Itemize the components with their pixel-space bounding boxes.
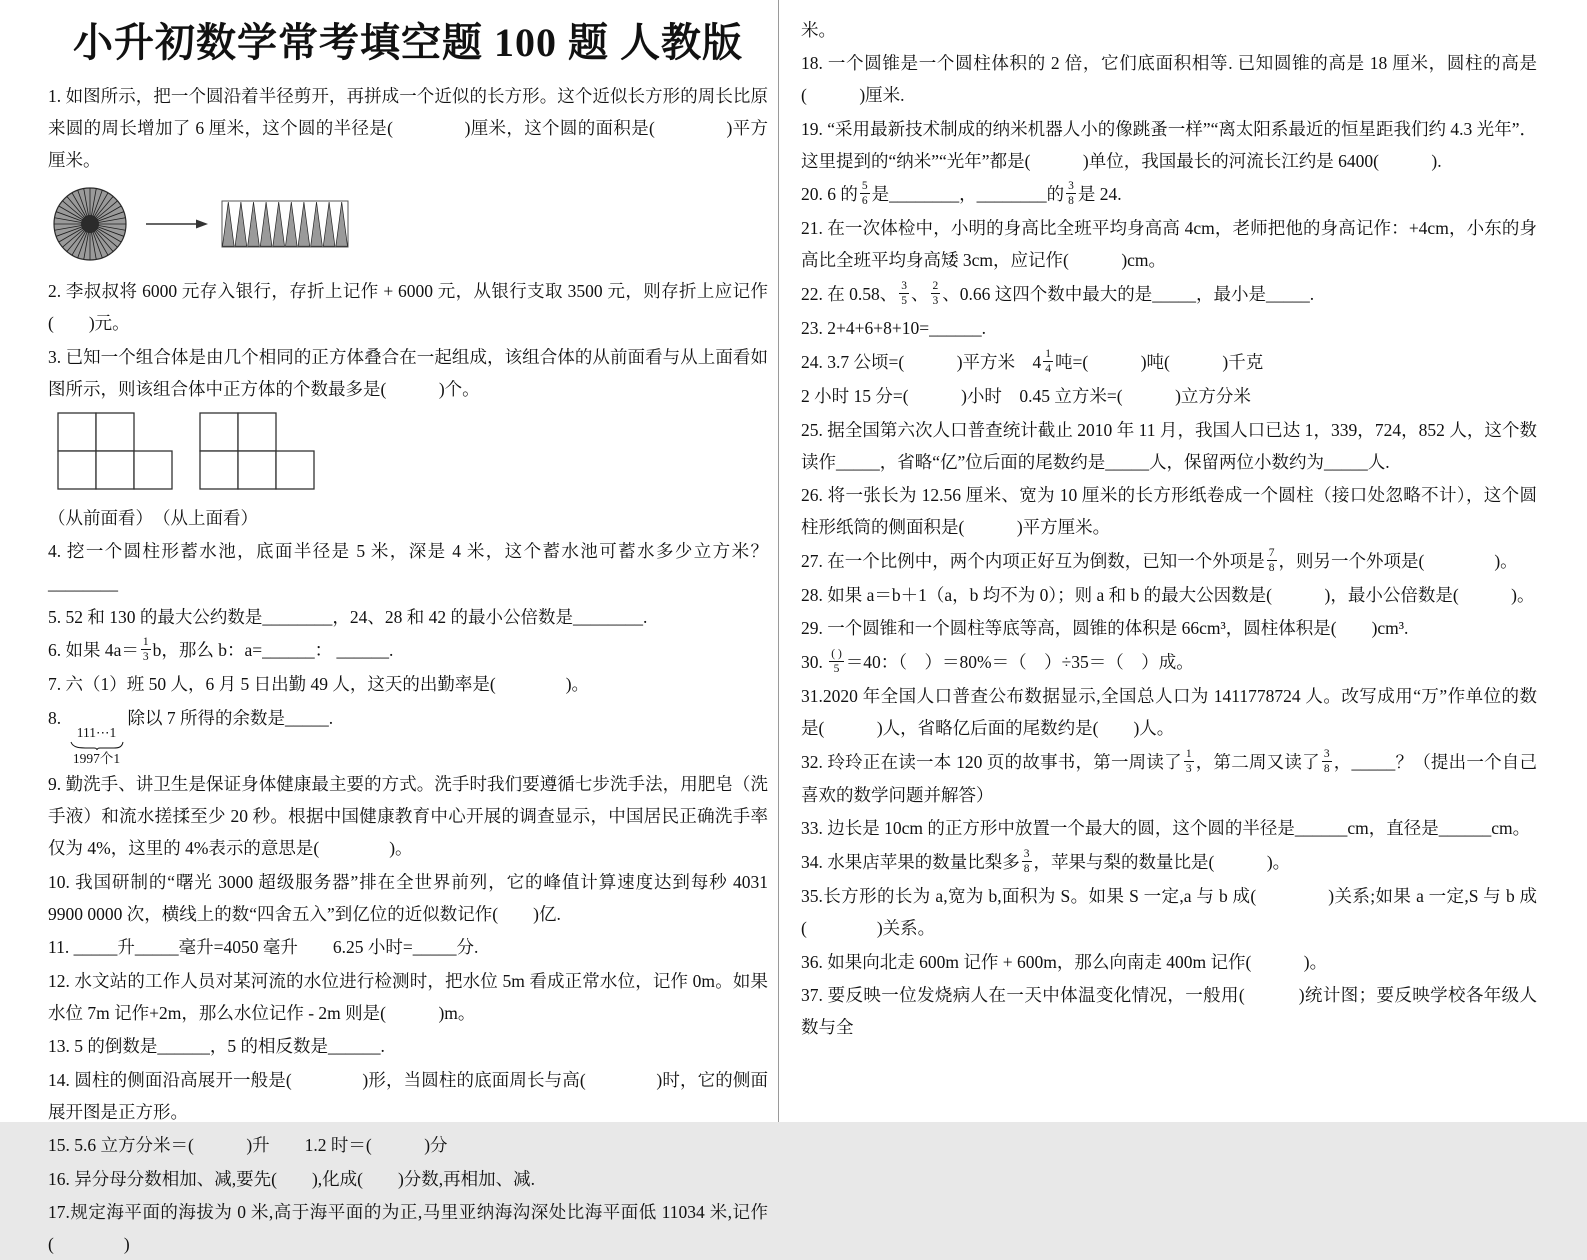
fraction (829, 647, 844, 677)
question-17-continued (801, 14, 1537, 46)
question-1 (48, 80, 768, 176)
text-run: 9. 勤洗手、讲卫生是保证身体健康最主要的方式。洗手时我们要遵循七步洗手法，用肥皂（洗手液）和流水搓揉至少 20 秒。根据中国健康教育中心开展的调查显示，中国居民正确洗手率仅为 4%，这里的 4%表示的意思是( )。 (48, 774, 768, 859)
question-35 (801, 880, 1537, 944)
text-run: ，苹果与梨的数量比是( )。 (1033, 851, 1291, 872)
fraction-numerator: 5 (860, 179, 870, 194)
fraction-denominator: 8 (1268, 562, 1275, 575)
question-23 (801, 312, 1537, 344)
question-26 (801, 479, 1537, 543)
text-run: 8. (48, 707, 66, 728)
text-run: ，则另一个外项是( )。 (1278, 550, 1518, 571)
text-run: 10. 我国研制的“曙光 3000 超级服务器”排在全世界前列，它的峰值计算速度达到每秒 4031 9900 0000 次，横线上的数“四舍五入”到亿位的近似数记作( )亿. (48, 871, 768, 924)
text-run: 31.2020 年全国人口普查公布数据显示,全国总人口为 1411778724 人。改写成用“万”作单位的数是( )人，省略亿后面的尾数约是( )人。 (801, 686, 1537, 739)
question-16 (48, 1163, 768, 1195)
mixed-number (1032, 347, 1056, 376)
fraction-denominator: 3 (142, 651, 149, 664)
question-3 (48, 341, 768, 405)
fraction (899, 279, 909, 309)
figure-circle-to-rectangle (50, 182, 768, 271)
figure-captions (48, 502, 768, 534)
fraction-numerator: 1 (141, 635, 151, 650)
text-run: 34. 水果店苹果的数量比梨多 (801, 851, 1020, 872)
text-run: 25. 据全国第六次人口普查统计截止 2010 年 11 月，我国人口已达 1，339，724，852 人，这个数读作_____，省略“亿”位后面的尾数约是_____人，保留两位小数约为_____人. (801, 419, 1537, 472)
question-20 (801, 178, 1537, 211)
text-run: 22. 在 0.58、 (801, 283, 898, 304)
fraction (1066, 179, 1076, 209)
question-37 (801, 979, 1537, 1043)
fraction-numerator: 2 (931, 279, 941, 294)
question-17 (48, 1196, 768, 1260)
text-run: 24. 3.7 公顷=( )平方米 (801, 351, 1033, 372)
text-run: 7. 六（1）班 50 人，6 月 5 日出勤 49 人，这天的出勤率是( )。 (48, 674, 590, 695)
question-33 (801, 812, 1537, 844)
text-run: 33. 边长是 10cm 的正方形中放置一个最大的圆，这个圆的半径是______cm，直径是______cm。 (801, 818, 1531, 839)
text-run: 20. 6 的 (801, 184, 858, 204)
question-7 (48, 668, 768, 700)
column-left (0, 0, 778, 1255)
fraction-numerator: 1 (1184, 747, 1194, 762)
text-run: ，_____？（提出一个自己喜欢的数学问题并解答） (801, 751, 1538, 805)
page-title: 小升初数学常考填空题 100 题 人教版 (73, 20, 743, 65)
fraction-denominator: 5 (833, 663, 840, 676)
fraction-denominator: 4 (1045, 363, 1052, 376)
question-30 (801, 646, 1537, 679)
fraction-denominator: 8 (1323, 763, 1330, 776)
text-run: b，那么 b：a=______： ______. (152, 640, 394, 660)
underbrace-expression (70, 725, 124, 767)
text-run: 36. 如果向北走 600m 记作 + 600m，那么向南走 400m 记作( )。 (801, 951, 1328, 972)
text-run: 16. 异分母分数相加、减,要先( ),化成( )分数,再相加、减. (48, 1168, 536, 1189)
question-15 (48, 1129, 768, 1161)
question-36 (801, 946, 1537, 978)
text-run: 12. 水文站的工作人员对某河流的水位进行检测时，把水位 5m 看成正常水位，记作 0m。如果水位 7m 记作+2m，那么水位记作 - 2m 则是( )m。 (48, 970, 768, 1023)
text-run: 18. 一个圆锥是一个圆柱体积的 2 倍，它们底面积相等. 已知圆锥的高是 18 厘米，圆柱的高是( )厘米. (801, 53, 1537, 105)
question-13 (48, 1030, 768, 1062)
question-24 (801, 346, 1537, 379)
fraction-denominator: 8 (1023, 863, 1030, 876)
fraction (141, 635, 151, 665)
text-run: 6. 如果 4a＝ (48, 640, 139, 660)
text-run: 11. _____升_____毫升=4050 毫升 6.25 小时=_____分. (48, 937, 479, 958)
fraction-numerator: 3 (1322, 747, 1332, 762)
text-run: （从前面看） （从上面看） (48, 507, 258, 528)
question-19 (801, 113, 1537, 177)
text-run: 2 小时 15 分=( )小时 0.45 立方米=( )立方分米 (801, 386, 1251, 407)
text-run: 30. (801, 651, 828, 672)
text-run: 、0.66 这四个数中最大的是_____，最小是_____. (942, 283, 1315, 304)
text-run: 是________，________的 (871, 184, 1065, 204)
text-run: 4. 挖一个圆柱形蓄水池，底面半径是 5 米，深是 4 米，这个蓄水池可蓄水多少立方米？________ (48, 541, 768, 593)
text-run: 15. 5.6 立方分米＝( )升 1.2 时＝( )分 (48, 1135, 448, 1156)
text-run: 28. 如果 a＝b＋1（a，b 均不为 0）；则 a 和 b 的最大公因数是( )，最小公倍数是( )。 (801, 584, 1535, 605)
fraction (860, 179, 870, 209)
question-32 (801, 746, 1537, 811)
text-run: 、 (911, 283, 929, 304)
text-run: 13. 5 的倒数是______，5 的相反数是______. (48, 1036, 385, 1057)
fraction-numerator: ( ) (829, 647, 844, 662)
text-run: 23. 2+4+6+8+10=______. (801, 318, 986, 339)
text-run: 35.长方形的长为 a,宽为 b,面积为 S。如果 S 一定,a 与 b 成( )关系;如果 a 一定,S 与 b 成( )关系。 (801, 886, 1537, 939)
text-run: 5. 52 和 130 的最大公约数是________，24、28 和 42 的最小公倍数是________. (48, 606, 648, 627)
question-14 (48, 1064, 768, 1128)
question-10 (48, 866, 768, 930)
text-run: 32. 玲玲正在读一本 120 页的故事书，第一周读了 (801, 751, 1182, 772)
text-run: 是 24. (1077, 184, 1122, 204)
question-25 (801, 414, 1537, 478)
fraction-denominator: 8 (1068, 195, 1074, 208)
figure-cube-views (50, 411, 768, 498)
cube-front-top-view-diagram (50, 480, 380, 497)
question-22 (801, 278, 1537, 311)
question-24-line-2 (801, 380, 1537, 412)
question-21 (801, 212, 1537, 276)
question-18 (801, 47, 1537, 111)
question-9 (48, 768, 768, 864)
underbrace-icon (70, 740, 124, 751)
text-run: ，第二周又读了 (1195, 751, 1320, 772)
fraction (931, 279, 941, 309)
fraction (1022, 847, 1032, 877)
fraction-numerator: 3 (899, 279, 909, 294)
question-11 (48, 931, 768, 963)
text-run: 吨=( )吨( )千克 (1055, 351, 1264, 372)
question-4 (48, 535, 768, 599)
fraction-numerator: 3 (1066, 179, 1076, 194)
fraction-numerator: 7 (1267, 546, 1277, 561)
question-27 (801, 545, 1537, 578)
text-run: 2. 李叔叔将 6000 元存入银行，存折上记作 + 6000 元，从银行支取 3500 元，则存折上应记作( )元。 (48, 281, 768, 333)
text-run: 14. 圆柱的侧面沿高展开一般是( )形，当圆柱的底面周长与高( )时，它的侧面展开图是正方形。 (48, 1069, 768, 1122)
question-8 (48, 702, 768, 767)
fraction-denominator: 5 (901, 295, 907, 308)
text-run: 29. 一个圆锥和一个圆柱等底等高，圆锥的体积是 66cm³，圆柱体积是( )cm³. (801, 618, 1409, 639)
text-run: ＝40：（ ）＝80%＝（ ）÷35＝（ ）成。 (845, 651, 1194, 672)
question-29 (801, 612, 1537, 644)
circle-sectors-to-rectangle-diagram (50, 253, 350, 270)
text-run: 26. 将一张长为 12.56 厘米、宽为 10 厘米的长方形纸卷成一个圆柱（接口处忽略不计），这个圆柱形纸筒的侧面积是( )平方厘米。 (801, 485, 1537, 538)
fraction-denominator: 3 (1185, 763, 1192, 776)
fraction (1184, 747, 1194, 777)
underbrace-bottom: 1997个1 (72, 751, 121, 767)
question-34 (801, 846, 1537, 879)
text-run: 17.规定海平面的海拔为 0 米,高于海平面的为正,马里亚纳海沟深处比海平面低 11034 米,记作( ) (48, 1202, 768, 1255)
text-run: 除以 7 所得的余数是_____. (127, 707, 334, 728)
text-run: 19. “采用最新技术制成的纳米机器人小的像跳蚤一样”“离太阳系最近的恒星距我们约 4.3 光年”．这里提到的“纳米”“光年”都是( )单位，我国最长的河流长江约是 6400( ). (801, 118, 1537, 171)
text-run: 米。 (801, 19, 836, 40)
fraction (1322, 747, 1332, 777)
fraction-denominator: 3 (932, 295, 939, 308)
text-run: 3. 已知一个组合体是由几个相同的正方体叠合在一起组成，该组合体的从前面看与从上面看如图所示，则该组合体中正方体的个数最多是( )个。 (48, 346, 768, 399)
text-run: 21. 在一次体检中，小明的身高比全班平均身高高 4cm，老师把他的身高记作：+4cm，小东的身高比全班平均身高矮 3cm，应记作( )cm。 (801, 218, 1537, 271)
fraction-numerator: 1 (1043, 347, 1053, 362)
underbrace-top: 111⋯1 (76, 724, 117, 740)
question-6 (48, 634, 768, 667)
text-run: 27. 在一个比例中，两个内项正好互为倒数，已知一个外项是 (801, 550, 1265, 571)
fraction (1267, 546, 1277, 576)
text-run: 37. 要反映一位发烧病人在一天中体温变化情况，一般用( )统计图；要反映学校各年级人数与全 (801, 985, 1537, 1038)
column-right (779, 0, 1587, 1122)
fraction-denominator: 6 (861, 195, 868, 208)
question-2 (48, 275, 768, 339)
question-12 (48, 965, 768, 1029)
mixed-number-whole: 4 (1032, 351, 1042, 372)
fraction (1043, 347, 1053, 377)
question-31 (801, 680, 1537, 744)
question-28 (801, 579, 1537, 611)
text-run: 1. 如图所示，把一个圆沿着半径剪开，再拼成一个近似的长方形。这个近似长方形的周长比原来圆的周长增加了 6 厘米，这个圆的半径是( )厘米，这个圆的面积是( )平方厘米。 (48, 86, 768, 170)
fraction-numerator: 3 (1022, 847, 1032, 862)
question-5 (48, 601, 768, 633)
